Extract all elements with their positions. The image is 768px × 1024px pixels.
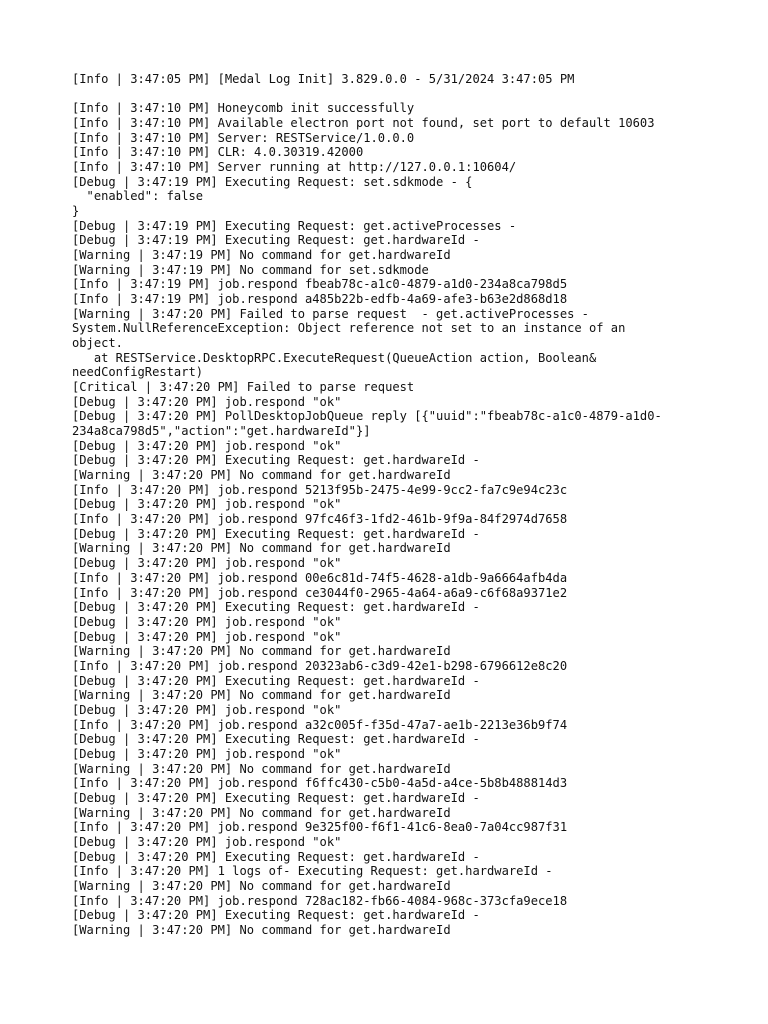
log-line: [Warning | 3:47:20 PM] No command for get.hardwareId	[72, 878, 451, 893]
log-line: [Info | 3:47:20 PM] job.respond 728ac182-fb66-4084-968c-373cfa9ece18	[72, 893, 568, 908]
log-line: [Warning | 3:47:20 PM] No command for get.hardwareId	[72, 805, 451, 820]
log-line: [Debug | 3:47:20 PM] Executing Request: get.hardwareId -	[72, 849, 480, 864]
log-line: [Info | 3:47:10 PM] Honeycomb init successfully	[72, 101, 415, 116]
log-line: [Warning | 3:47:19 PM] No command for get.hardwareId	[72, 248, 451, 263]
log-line: object.	[72, 336, 123, 351]
log-line: [Debug | 3:47:20 PM] job.respond "ok"	[72, 497, 342, 512]
log-line: [Info | 3:47:20 PM] job.respond 97fc46f3-1fd2-461b-9f9a-84f2974d7658	[72, 512, 568, 527]
log-line: [Debug | 3:47:20 PM] Executing Request: get.hardwareId -	[72, 526, 480, 541]
log-header-line: [Info | 3:47:05 PM] [Medal Log Init] 3.829.0.0 - 5/31/2024 3:47:05 PM	[72, 72, 575, 86]
log-line: [Info | 3:47:20 PM] job.respond ce3044f0-2965-4a64-a6a9-c6f68a9371e2	[72, 585, 568, 600]
log-line: [Info | 3:47:10 PM] Available electron port not found, set port to default 10603	[72, 116, 655, 130]
log-line: [Info | 3:47:19 PM] job.respond fbeab78c-a1c0-4879-a1d0-234a8ca798d5	[72, 277, 568, 292]
log-line: [Debug | 3:47:20 PM] Executing Request: get.hardwareId -	[72, 790, 480, 805]
log-line: [Info | 3:47:20 PM] job.respond 00e6c81d-74f5-4628-a1db-9a6664afb4da	[72, 570, 568, 585]
log-line: [Warning | 3:47:20 PM] No command for get.hardwareId	[72, 922, 451, 937]
log-line: [Debug | 3:47:20 PM] job.respond "ok"	[72, 556, 342, 571]
log-line: [Debug | 3:47:20 PM] Executing Request: get.hardwareId -	[72, 673, 480, 688]
log-line: [Debug | 3:47:20 PM] Executing Request: get.hardwareId -	[72, 600, 480, 615]
log-line: at RESTService.DesktopRPC.ExecuteRequest(QueueAction action, Boolean&	[72, 350, 597, 365]
log-line: needConfigRestart)	[72, 365, 204, 380]
log-line: System.NullReferenceException: Object reference not set to an instance of an	[72, 321, 626, 336]
log-line: [Warning | 3:47:20 PM] No command for get.hardwareId	[72, 468, 451, 483]
log-line: [Warning | 3:47:20 PM] No command for get.hardwareId	[72, 688, 451, 703]
log-line: [Warning | 3:47:20 PM] No command for get.hardwareId	[72, 541, 451, 556]
log-line: [Debug | 3:47:20 PM] job.respond "ok"	[72, 394, 342, 409]
log-line: [Debug | 3:47:20 PM] job.respond "ok"	[72, 438, 342, 453]
log-line: [Info | 3:47:20 PM] 1 logs of- Executing Request: get.hardwareId -	[72, 864, 553, 879]
log-line: [Debug | 3:47:20 PM] job.respond "ok"	[72, 614, 342, 629]
log-line: [Debug | 3:47:20 PM] job.respond "ok"	[72, 746, 342, 761]
log-line: [Info | 3:47:10 PM] Server: RESTService/1.0.0.0	[72, 130, 415, 145]
log-lines	[72, 101, 712, 937]
log-line: [Critical | 3:47:20 PM] Failed to parse request	[72, 380, 415, 395]
log-document	[72, 72, 712, 938]
log-line: [Warning | 3:47:20 PM] No command for get.hardwareId	[72, 644, 451, 659]
log-line: [Debug | 3:47:20 PM] job.respond "ok"	[72, 834, 342, 849]
log-line: [Debug | 3:47:20 PM] job.respond "ok"	[72, 702, 342, 717]
log-line: [Debug | 3:47:20 PM] Executing Request: get.hardwareId -	[72, 453, 480, 468]
log-line: [Info | 3:47:20 PM] job.respond f6ffc430-c5b0-4a5d-a4ce-5b8b488814d3	[72, 776, 568, 791]
log-line: }	[72, 204, 80, 219]
blank-line	[72, 87, 712, 102]
log-line: [Info | 3:47:20 PM] job.respond 20323ab6-c3d9-42e1-b298-6796612e8c20	[72, 658, 568, 673]
log-line: [Warning | 3:47:20 PM] Failed to parse request - get.activeProcesses -	[72, 306, 589, 321]
log-line: [Warning | 3:47:20 PM] No command for get.hardwareId	[72, 761, 451, 776]
log-line: [Debug | 3:47:20 PM] Executing Request: get.hardwareId -	[72, 908, 480, 923]
log-line: [Info | 3:47:10 PM] Server running at http://127.0.0.1:10604/	[72, 160, 517, 175]
log-line: [Info | 3:47:19 PM] job.respond a485b22b-edfb-4a69-afe3-b63e2d868d18	[72, 292, 568, 307]
log-line: [Debug | 3:47:19 PM] Executing Request: get.activeProcesses -	[72, 218, 517, 233]
log-line: [Debug | 3:47:20 PM] Executing Request: get.hardwareId -	[72, 732, 480, 747]
log-line: [Info | 3:47:20 PM] job.respond 9e325f00-f6f1-41c6-8ea0-7a04cc987f31	[72, 820, 568, 835]
log-line: [Warning | 3:47:19 PM] No command for set.sdkmode	[72, 262, 429, 277]
log-line: 234a8ca798d5","action":"get.hardwareId"}]	[72, 424, 371, 439]
log-line: [Debug | 3:47:20 PM] job.respond "ok"	[72, 629, 342, 644]
log-line: "enabled": false	[72, 189, 204, 204]
log-line: [Info | 3:47:10 PM] CLR: 4.0.30319.42000	[72, 145, 364, 160]
log-line: [Debug | 3:47:20 PM] PollDesktopJobQueue reply [{"uuid":"fbeab78c-a1c0-4879-a1d0-	[72, 409, 662, 424]
log-line: [Debug | 3:47:19 PM] Executing Request: set.sdkmode - {	[72, 174, 473, 189]
log-line: [Info | 3:47:20 PM] job.respond a32c005f-f35d-47a7-ae1b-2213e36b9f74	[72, 717, 568, 732]
log-line: [Info | 3:47:20 PM] job.respond 5213f95b-2475-4e99-9cc2-fa7c9e94c23c	[72, 482, 568, 497]
log-line: [Debug | 3:47:19 PM] Executing Request: get.hardwareId -	[72, 233, 480, 248]
